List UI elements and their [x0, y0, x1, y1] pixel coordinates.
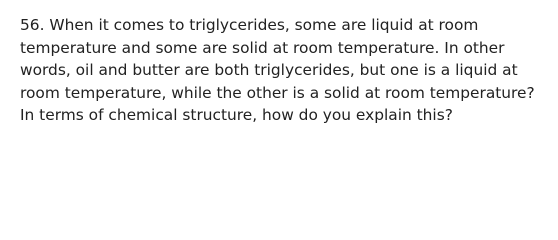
question-text: 56. When it comes to triglycerides, some are liquid at room temperature and some are solid at room temperature. In other words, oil and butter are both triglycerides, but one is a liquid at room temperature, while the other is a solid at room temperature? In terms of chemical structure, how do you explain this?: [20, 16, 535, 125]
